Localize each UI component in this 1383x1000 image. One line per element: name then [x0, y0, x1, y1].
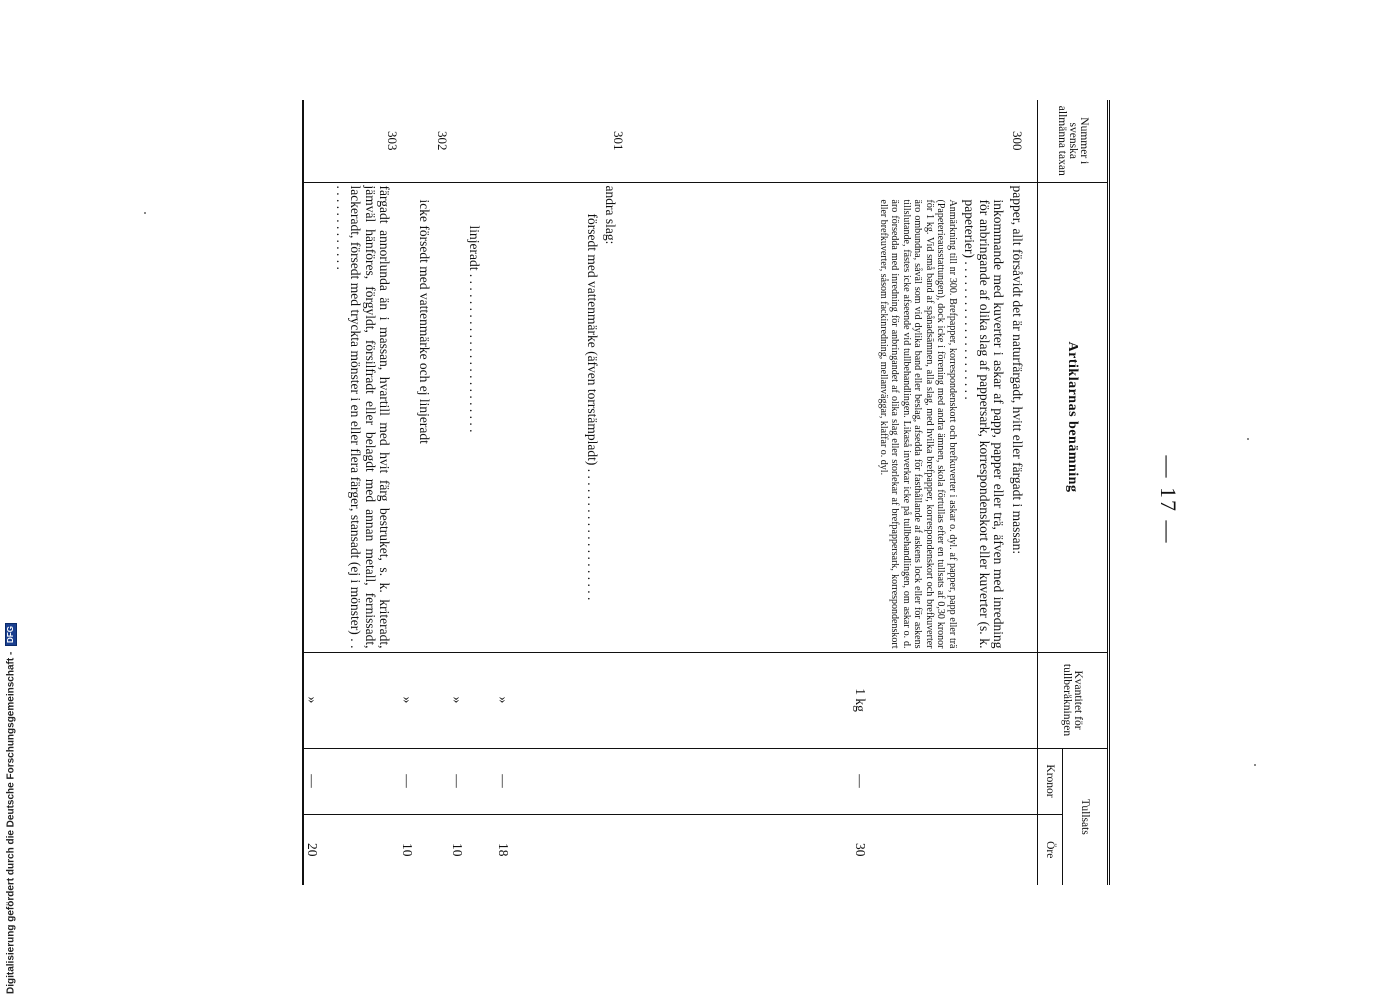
row-ore: 10	[450, 843, 465, 857]
row-ore: 10	[400, 843, 415, 857]
row-description	[304, 182, 400, 652]
rotated-page-content	[242, 100, 1181, 885]
row-kronor: —	[496, 748, 626, 814]
description-line: papper, allt försåvidt det är naturfärgadt, hvitt eller färgadt i massan:	[1010, 185, 1025, 555]
row-number	[450, 100, 496, 182]
row-quantity: »	[496, 652, 626, 748]
row-number: 302	[400, 100, 450, 182]
description-line: icke försedt med vattenmärke och ej linjeradt	[417, 199, 433, 444]
digitization-text: Digitalisierung gefördert durch die Deutsche Forschungsgemeinschaft -	[5, 651, 17, 994]
row-description	[450, 182, 496, 652]
row-quantity: »	[304, 652, 400, 748]
scan-speck	[1254, 764, 1256, 766]
row-quantity: 1 kg	[626, 652, 1038, 748]
row-description	[626, 182, 1038, 652]
header-quantity: Kvantitet för tullberäkningen	[1038, 652, 1109, 748]
row-description	[496, 182, 626, 652]
row-kronor: —	[304, 748, 400, 814]
description-line: linjeradt . . . . . . . . . . . . . . . . . . . . . . . .	[467, 225, 483, 433]
description-line: inkommande med kuverter i askar af papp, papper eller trä, äfven med inredning för anbringande af olika slag af pappersark, korrespondenskort eller kuverter (s. k. papeterier) . . . . . . . . . . . . . . . . . . . . .	[962, 199, 1007, 649]
row-kronor: —	[626, 748, 1038, 814]
row-number: 303	[304, 100, 400, 182]
description-line: försedt med vattenmärke (äfven torrstämpladt) . . . . . . . . . . . . . . . . . . . .	[585, 213, 600, 601]
header-tullsats: Tullsats	[1063, 748, 1109, 885]
page-number: — 17 —	[1156, 455, 1181, 545]
row-ore: 20	[305, 843, 320, 857]
header-ore: Öre	[1038, 814, 1063, 885]
table-row	[496, 100, 626, 885]
dfg-logo: DFG	[5, 623, 17, 646]
tariff-table	[303, 100, 1111, 885]
scan-speck	[144, 212, 146, 214]
table-row	[400, 100, 450, 885]
header-number: Nummer i svenska allmänna taxan	[1038, 100, 1109, 182]
table-row	[626, 100, 1038, 885]
header-description: Artiklarnas benämning	[1038, 182, 1109, 652]
scan-speck	[1247, 438, 1249, 440]
row-number: 301	[496, 100, 626, 182]
row-description	[400, 182, 450, 652]
digitization-note	[5, 623, 17, 994]
annotation-note: Anmärkning till nr 300. Brefpapper, korrespondenskort och brefkuverter i askar o. dyl. af papper, papp eller trä (Papeterieausstattungen), dock icke i förening med andra ämnen, skola förtullas efter en tullsats af 0,30 kronor för 1 kg. Vid små band af spånadsämnen, alla slag, med hvilka brefpapper, korrespondenskort och brefkuverter äro ombundna, såväl som vid dylika band eller beslag, afsedda för fasthållande af askens lock eller för askens tillslutande, fästes icke afseende vid tullbehandlingen. Likaså inverkar icke på tullbehandlingen, om askar o. d. äro försedda med inredning för anbringandet af olika slag eller storlekar af brefpappersark, korrespondenskort eller brefkuverter, såsom fackinredning, mellanväggar, klaffar o. dyl.	[878, 199, 958, 649]
row-ore: 18	[496, 843, 511, 857]
description-line: andra slag:	[603, 185, 619, 245]
table-row	[304, 100, 400, 885]
row-kronor: —	[400, 748, 450, 814]
description-line: färgadt annorlunda än i massan, hvartill med hvit färg bestruket, s. k. kriteradt, jämväl hänföres, förgyldt, försilfradt eller belagdt med annan metall, fernissadt, lackeradt, försedt med tryckta mönster i en eller flera färger, stansadt (ej i mönster) . . . . . . . . . . . . . . .	[334, 185, 393, 649]
table-row	[450, 100, 496, 885]
row-number: 300	[626, 100, 1038, 182]
row-quantity: »	[450, 652, 496, 748]
header-kronor: Kronor	[1038, 748, 1063, 814]
row-quantity: »	[400, 652, 450, 748]
row-kronor: —	[450, 748, 496, 814]
row-ore: 30	[853, 843, 868, 857]
